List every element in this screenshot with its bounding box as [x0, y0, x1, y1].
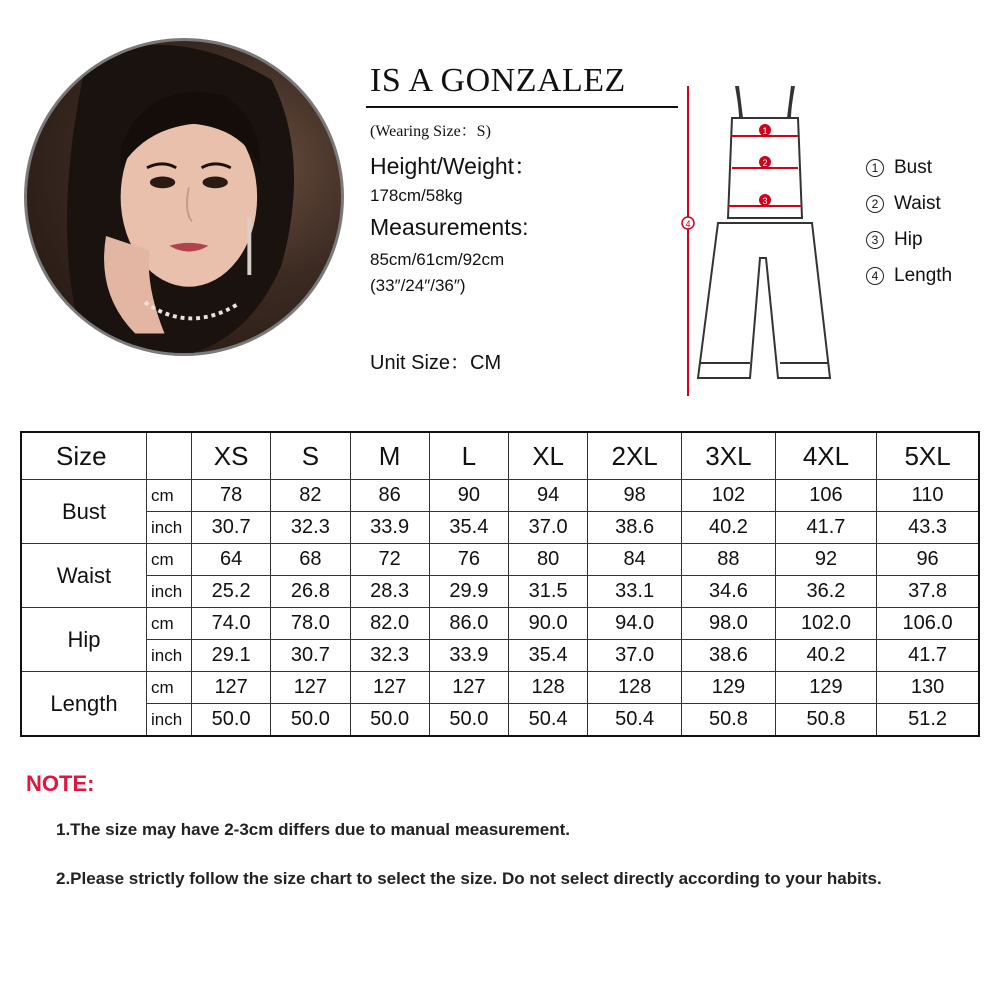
table-cell: 26.8: [271, 576, 350, 608]
unit-label: inch: [147, 576, 192, 608]
legend-label: Hip: [894, 229, 923, 250]
table-cell: 94.0: [588, 608, 682, 640]
unit-size: [370, 346, 501, 375]
table-cell: 68: [271, 544, 350, 576]
svg-text:1: 1: [762, 126, 768, 136]
table-cell: 127: [192, 672, 271, 704]
number-3-icon: 3: [866, 231, 884, 249]
size-chart-table: [20, 431, 980, 737]
size-col-header: M: [350, 432, 429, 480]
table-cell: 50.0: [271, 704, 350, 737]
number-2-icon: 2: [866, 195, 884, 213]
legend-label: Bust: [894, 157, 933, 178]
legend-label: Length: [894, 265, 953, 286]
unit-label: inch: [147, 512, 192, 544]
table-cell: 35.4: [509, 640, 588, 672]
model-photo-illustration: [27, 41, 341, 353]
jumpsuit-diagram: [680, 78, 850, 408]
table-cell: 64: [192, 544, 271, 576]
table-cell: 78: [192, 480, 271, 512]
table-cell: 25.2: [192, 576, 271, 608]
svg-text:3: 3: [762, 196, 768, 206]
table-cell: 51.2: [877, 704, 979, 737]
table-cell: 34.6: [682, 576, 776, 608]
table-cell: 37.0: [588, 640, 682, 672]
size-header: Size: [21, 432, 147, 480]
table-row: [21, 672, 979, 704]
model-name: IS A GONZALEZ: [370, 62, 626, 99]
measure-label: Waist: [21, 544, 147, 608]
table-cell: 37.0: [509, 512, 588, 544]
table-cell: 33.9: [429, 640, 508, 672]
table-cell: 41.7: [877, 640, 979, 672]
table-cell: 98.0: [682, 608, 776, 640]
table-cell: 76: [429, 544, 508, 576]
legend-item-hip: [866, 222, 996, 258]
table-row: [21, 544, 979, 576]
table-cell: 41.7: [775, 512, 876, 544]
name-underline: [366, 106, 678, 108]
table-cell: 37.8: [877, 576, 979, 608]
table-cell: 74.0: [192, 608, 271, 640]
table-cell: 88: [682, 544, 776, 576]
table-cell: 50.4: [509, 704, 588, 737]
table-cell: 50.4: [588, 704, 682, 737]
unit-size-value: CM: [470, 352, 502, 374]
table-cell: 33.9: [350, 512, 429, 544]
table-cell: 90: [429, 480, 508, 512]
note-line-1: 1.The size may have 2-3cm differs due to manual measurement.: [56, 820, 570, 839]
legend-label: Waist: [894, 193, 941, 214]
table-cell: 32.3: [350, 640, 429, 672]
table-cell: 40.2: [775, 640, 876, 672]
unit-label: cm: [147, 480, 192, 512]
measurements-cm: 85cm/61cm/92cm: [370, 250, 505, 269]
table-cell: 43.3: [877, 512, 979, 544]
table-cell: 86: [350, 480, 429, 512]
table-cell: 128: [509, 672, 588, 704]
unit-size-label: Unit Size：: [370, 352, 471, 374]
table-cell: 72: [350, 544, 429, 576]
unit-header: [147, 432, 192, 480]
note-line-2: 2.Please strictly follow the size chart to select the size. Do not select directly according to your habits.: [56, 869, 882, 888]
table-cell: 82.0: [350, 608, 429, 640]
size-col-header: 3XL: [682, 432, 776, 480]
table-cell: 50.8: [775, 704, 876, 737]
table-cell: 32.3: [271, 512, 350, 544]
number-4-icon: 4: [866, 267, 884, 285]
table-header-row: [21, 432, 979, 480]
table-row: [21, 576, 979, 608]
table-cell: 78.0: [271, 608, 350, 640]
measure-label: Hip: [21, 608, 147, 672]
size-col-header: XL: [509, 432, 588, 480]
unit-label: inch: [147, 640, 192, 672]
wearing-size: (Wearing Size：S): [370, 123, 491, 140]
height-weight-title: Height/Weight：: [370, 153, 538, 179]
size-col-header: L: [429, 432, 508, 480]
table-cell: 38.6: [682, 640, 776, 672]
measurements-title: Measurements:: [370, 214, 529, 240]
table-cell: 127: [429, 672, 508, 704]
table-cell: 110: [877, 480, 979, 512]
size-col-header: XS: [192, 432, 271, 480]
table-row: [21, 640, 979, 672]
measure-label: Length: [21, 672, 147, 737]
table-cell: 35.4: [429, 512, 508, 544]
table-cell: 40.2: [682, 512, 776, 544]
number-1-icon: 1: [866, 159, 884, 177]
legend-item-length: [866, 258, 996, 294]
table-cell: 36.2: [775, 576, 876, 608]
table-cell: 50.0: [350, 704, 429, 737]
table-cell: 102.0: [775, 608, 876, 640]
table-cell: 30.7: [192, 512, 271, 544]
table-cell: 50.0: [429, 704, 508, 737]
table-cell: 86.0: [429, 608, 508, 640]
table-cell: 94: [509, 480, 588, 512]
table-body: [21, 480, 979, 737]
table-cell: 84: [588, 544, 682, 576]
table-row: [21, 480, 979, 512]
table-cell: 31.5: [509, 576, 588, 608]
table-cell: 29.1: [192, 640, 271, 672]
table-cell: 30.7: [271, 640, 350, 672]
measure-label: Bust: [21, 480, 147, 544]
svg-text:4: 4: [685, 219, 691, 229]
table-cell: 29.9: [429, 576, 508, 608]
size-col-header: 4XL: [775, 432, 876, 480]
unit-label: cm: [147, 672, 192, 704]
unit-label: cm: [147, 544, 192, 576]
table-cell: 38.6: [588, 512, 682, 544]
table-cell: 82: [271, 480, 350, 512]
table-cell: 102: [682, 480, 776, 512]
table-cell: 130: [877, 672, 979, 704]
table-row: [21, 512, 979, 544]
table-cell: 98: [588, 480, 682, 512]
table-cell: 80: [509, 544, 588, 576]
table-cell: 106: [775, 480, 876, 512]
table-cell: 50.0: [192, 704, 271, 737]
table-row: [21, 704, 979, 737]
table-cell: 96: [877, 544, 979, 576]
unit-label: inch: [147, 704, 192, 737]
measurement-legend: [866, 150, 996, 294]
table-cell: 129: [682, 672, 776, 704]
table-cell: 128: [588, 672, 682, 704]
table-cell: 90.0: [509, 608, 588, 640]
table-cell: 127: [350, 672, 429, 704]
table-cell: 33.1: [588, 576, 682, 608]
table-cell: 28.3: [350, 576, 429, 608]
table-cell: 106.0: [877, 608, 979, 640]
measurements-inch: (33″/24″/36″): [370, 276, 466, 295]
table-cell: 92: [775, 544, 876, 576]
height-weight-value: 178cm/58kg: [370, 186, 463, 205]
model-portrait: [24, 38, 344, 356]
size-col-header: S: [271, 432, 350, 480]
table-row: [21, 608, 979, 640]
svg-text:2: 2: [762, 158, 768, 168]
size-col-header: 2XL: [588, 432, 682, 480]
table-cell: 129: [775, 672, 876, 704]
table-cell: 50.8: [682, 704, 776, 737]
legend-item-waist: [866, 186, 996, 222]
note-title: NOTE:: [26, 771, 95, 796]
unit-label: cm: [147, 608, 192, 640]
table-cell: 127: [271, 672, 350, 704]
legend-item-bust: [866, 150, 996, 186]
size-col-header: 5XL: [877, 432, 979, 480]
